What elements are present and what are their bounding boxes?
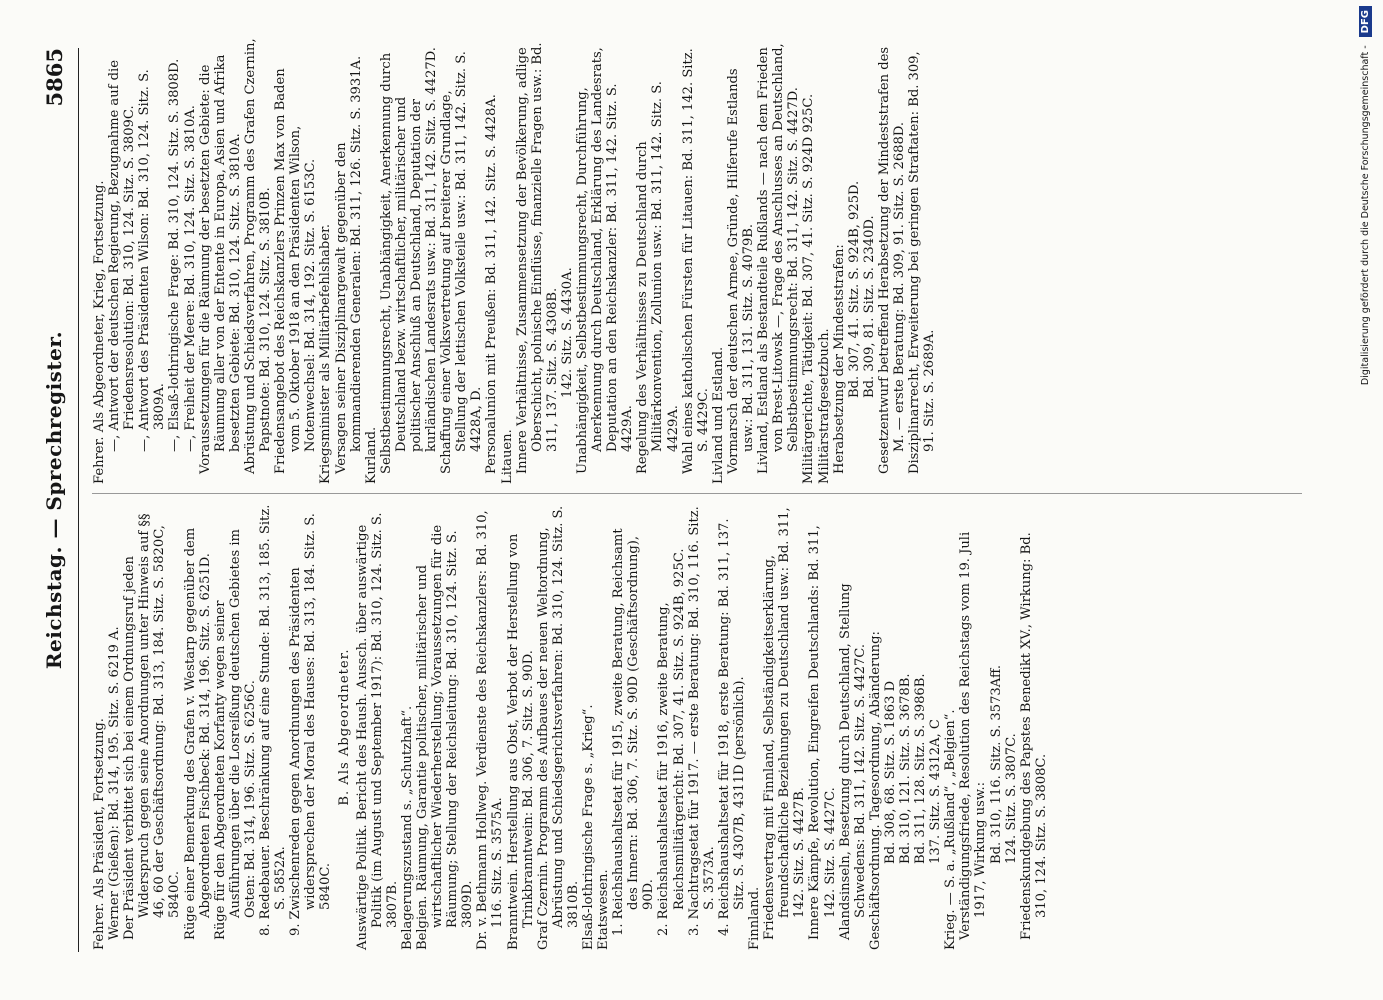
digitization-note [1359,6,1377,994]
index-entry: Kriegsminister als Militärbefehlshaber. [318,223,334,484]
header-rule [78,48,79,952]
index-entry: Fehrer. Als Abgeordneter, Krieg, Fortsetzung. [92,180,107,484]
index-entry: Personalunion mit Preußen: Bd. 311, 142. Sitz. S. 4428A. [484,94,500,474]
index-entry: Finnland. [747,886,763,950]
dfg-logo: DFG [1359,6,1372,37]
index-entry: Gesetzentwurf betreffend Herabsetzung der Mindeststrafen des M. — erste Beratung: Bd. 309, 91. Sitz. S. 2688D. [876,46,907,474]
index-entry: Krieg. — S. a. „Rußland“, „Belgien“. [943,709,959,950]
index-entry: 3. Nachtragsetat für 1917. — erste Beratung: Bd. 310, 116. Sitz. S. 3573A. [686,506,717,936]
index-entry: —, Antwort des Präsidenten Wilson: Bd. 310, 124. Sitz. S. 3809A. [137,69,168,452]
index-entry: 9. Zwischenreden gegen Anordnungen des Präsidenten widersprechen der Moral des Hauses: Bd. 313, 184. Sitz. S. 5840C. [288,513,334,936]
index-entry: Livland, Estland als Bestandteile Rußlands — nach dem Frieden von Brest-Litowsk —, Frage des Anschlusses an Deutschland, Selbstbestimmungsrecht: Bd. 311, 142. Sitz. S. 4427D. [756,43,802,474]
index-entry: Kurland. [363,426,379,484]
digitization-text: Digitalisierung gefördert durch die Deutsche Forschungsgemeinschaft - [1360,45,1371,386]
index-entry: 4. Reichshaushaltsetat für 1918, erste Beratung: Bd. 311, 137. Sitz. S. 4307B, 4311D (persönlich). [716,518,747,936]
index-entry: Elsaß-lothringische Frage s. „Krieg“. [581,704,596,950]
index-entry: Innere Kämpfe, Revolution, Eingreifen Deutschlands: Bd. 311, 142. Sitz. S. 4427C. [807,525,838,940]
index-entry: Disziplinarrecht, Erweiterung bei geringen Straftaten: Bd. 309, 91. Sitz. S. 2689A. [907,51,938,474]
page-header [40,48,70,952]
index-entry: B. Als Abgeordneter. [336,648,352,806]
index-entry: Livland und Estland. [710,346,726,484]
index-entry: Belgien. Räumung, Garantie politischer, militärischer und wirtschaftlicher Wiederherstellung; Voraussetzungen für die Räumung; Stellung der Reichsleitung: Bd. 310, 124. Sitz. S. 3809D. [414,524,476,950]
index-entry: Rüge einer Bemerkung des Grafen v. Westarp gegenüber dem Abgeordneten Fischbeck: Bd. 314, 196. Sitz. S. 6251D. [182,527,213,940]
index-entry: Geschäftsordnung. Tagesordnung, Abänderung: [867,631,883,950]
index-entry: Regelung des Verhältnisses zu Deutschland durch Militärkonvention, Zollunion usw.: Bd. 311, 142. Sitz. S. 4429A. [635,81,681,474]
index-entry: —, Antwort der deutschen Regierung, Bezugnahme auf die Friedensresolution: Bd. 310, 124. Sitz. S. 3809C. [107,60,138,452]
index-entry: Branntwein. Herstellung aus Obst, Verbot der Herstellung von Trinkbranntwein: Bd. 306, 7. Sitz. S. 90D. [505,533,536,950]
right-column [92,38,937,484]
index-entry: Auswärtige Politik. Bericht des Haush. Aussch. über auswärtige Politik (im August und September 1917): Bd. 310, 124. Sitz. S. 3807B. [354,512,400,950]
index-entry: Schaffung einer Volksvertretung auf breiterer Grundlage, Stellung der lettischen Volksteile usw.: Bd. 311, 142. Sitz. S. 4428A, D. [439,51,485,474]
left-column [92,504,1049,950]
index-entry: Unabhängigkeit, Selbstbestimmungsrecht, Durchführung, Anerkennung durch Deutschland, Erklärung des Landesrats, Deputation an den Reichskanzler: Bd. 311, 142. Sitz. S. 4429A. [575,47,636,474]
index-entry: Litauen. [499,429,515,484]
index-entry: Herabsetzung der Mindeststrafen: [831,244,847,474]
index-entry: Rüge für den Abgeordneten Korfanty wegen seiner Ausführungen über die Losreißung deutschen Gebietes im Osten: Bd. 314, 196. Sitz. S. 6256C. [212,529,258,940]
index-entry: Selbstbestimmungsrecht, Unabhängigkeit, Anerkennung durch Deutschland bezw. wirtschaftlicher, militärischer und politischer Anschluß an Deutschland, Deputation der kurländischen Landesrats usw.: Bd. 311, 142. Sitz. S. 4427D. [378,47,440,474]
index-entry: 1. Reichshaushaltsetat für 1915, zweite Beratung, Reichsamt des Innern: Bd. 306, 7. Sitz. S. 90D (Geschäftsordnung), 90D. [611,528,657,936]
page-title: Reichstag. — Sprechregister. [42,330,66,670]
index-entry: Bd. 310, 121. Sitz. S. 3678B. [897,673,913,864]
index-entry: Militärgerichte, Tätigkeit: Bd. 307, 41. Sitz. S. 924D 925C. [801,93,817,484]
index-entry: Bd. 307, 41. Sitz. S. 924B, 925D. [846,180,862,398]
column-divider [92,493,1302,494]
index-entry: Innere Verhältnisse, Zusammensetzung der Bevölkerung, adlige Oberschicht, polnische Einflüsse, finanzielle Fragen usw.: Bd. 311, 137. Sitz. S. 4308B. [514,42,560,474]
index-entry: Versagen seiner Disziplinargewalt gegenüber den kommandierenden Generalen: Bd. 311, 126. Sitz. S. 3931A. [333,55,364,474]
index-entry: Der Präsident verbittet sich bei einem Ordnungsruf jeden Widerspruch gegen seine Anordnungen unter Hinweis auf §§ 46, 60 der Geschäftsordnung: Bd. 313, 184. Sitz. S. 5820C, 5840C. [122,513,183,940]
index-entry: Militärstrafgesetzbuch. [816,328,832,484]
index-entry: Graf Czernin. Programm des Aufbaues der neuen Weltordnung, Abrüstung und Schiedsgerichtsverfahren: Bd. 310, 124. Sitz. S. 3810B. [535,505,581,950]
index-entry: Friedenskundgebung des Papstes Benedikt XV., Wirkung: Bd. 310, 124. Sitz. S. 3808C. [1018,532,1049,940]
index-entry: 8. Redebauer. Beschränkung auf eine Stunde: Bd. 313, 185. Sitz. S. 5852A. [258,504,289,936]
index-entry: Dr. v. Bethmann Hollweg. Verdienste des Reichskanzlers: Bd. 310, 116. Sitz. S. 3575A. [475,510,506,950]
index-entry: Bd. 311, 128. Sitz. S. 3986B. [913,673,929,864]
index-entry: Etatswesen. [596,869,612,950]
index-entry: Friedensangebot des Reichskanzlers Prinzen Max von Baden vom 5. Oktober 1918 an den Präsidenten Wilson, Notenwechsel: Bd. 314, 192. Sitz. S. 6153C. [273,68,319,474]
index-entry: Bd. 309, 81. Sitz. S. 2340D. [861,215,877,398]
index-entry: Fehrer. Als Präsident, Fortsetzung. [92,718,107,950]
index-entry: Friedensvertrag mit Finnland, Selbständigkeitserklärung, freundschaftliche Beziehungen zu Deutschland usw.: Bd. 311, 142. Sitz. S. 4427B. [762,507,808,940]
index-entry: Abrüstung und Schiedsverfahren, Programm des Grafen Czernin, Papstnote: Bd. 310, 124. Sitz. S. 3810B. [242,38,274,474]
page-number: 5865 [42,48,67,107]
index-entry: Verständigungsfriede, Resolution des Reichstags vom 19. Juli 1917, Wirkung usw.: [958,531,989,940]
index-entry: 137. Sitz. S. 4312A, C [928,719,944,864]
index-entry: Vormarsch der deutschen Armee, Gründe, Hilferufe Estlands usw.: Bd. 311, 131. Sitz. S. 4079B. [725,68,757,474]
index-entry: Bd. 308, 68. Sitz. S. 1863 D [882,680,898,864]
index-entry: Wahl eines katholischen Fürsten für Litauen: Bd. 311, 142. Sitz. S. 4429C. [680,48,711,474]
index-entry: Alandsinseln, Besetzung durch Deutschland, Stellung Schwedens: Bd. 311, 142. Sitz. S. 4427C. [837,583,868,940]
index-entry: —, Elsaß-lothringische Frage: Bd. 310, 124. Sitz. S. 3808D. [167,58,183,452]
index-entry: Belagerungszustand s. „Schutzhaft“. [399,705,415,950]
index-entry: Voraussetzungen für die Räumung der besetzten Gebiete: die Räumung aller von der Entente in Europa, Asien und Afrika besetzten Gebiete: Bd. 310, 124. Sitz. S. 3810A. [197,54,243,474]
index-entry: 2. Reichshaushaltsetat für 1916, zweite Beratung, Reichsmilitärgericht: Bd. 307, 41. Sitz. S. 924B, 925C. [656,548,687,936]
index-entry: Bd. 310, 116. Sitz. S. 3573Aff. [988,665,1004,864]
index-entry: 124. Sitz. S. 3807C. [1003,733,1019,864]
index-entry: 142. Sitz. S. 4430A. [559,267,575,398]
index-entry: —, Freiheit der Meere: Bd. 310, 124. Sitz. S. 3810A. [182,105,198,452]
index-entry: Werner (Gießen): Bd. 314, 195. Sitz. S. 6219 A. [107,626,123,940]
